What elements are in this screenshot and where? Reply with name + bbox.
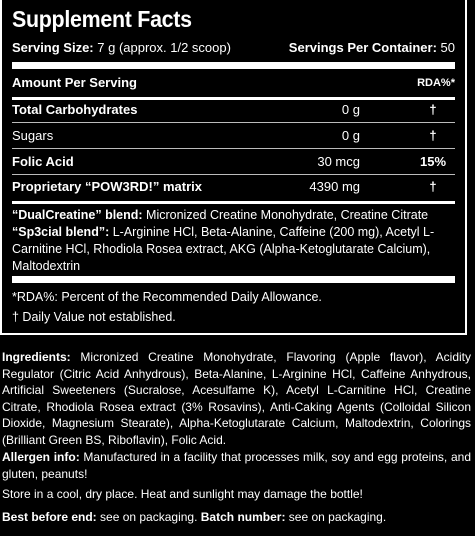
row-divider [12,174,455,175]
rda-header: RDA%* [417,77,455,89]
servings-per-container-label: Servings Per Container: [288,40,437,55]
table-row [12,177,455,197]
nutrient-amount: 4390 mg [309,179,360,194]
blend2-label: “Sp3cial blend”: [12,225,110,239]
serving-size-label: Serving Size: [12,40,94,55]
table-row [12,152,455,172]
blend2-text: L-Arginine HCl, Beta-Alanine, Caffeine (200 mg), Acetyl L-Carnitine HCl, Rhodiola Rosea extract, AKG (Alpha-Ketoglutarate Calcium), Maltodextrin [12,225,435,273]
batch-number-label: Batch number: [200,510,286,524]
nutrient-name: Total Carbohydrates [12,102,138,117]
blend-composition [12,207,455,275]
best-before-text: see on packaging. [96,510,201,524]
nutrient-amount: 0 g [341,102,360,117]
servings-per-container [289,40,455,55]
thick-divider [12,276,455,283]
servings-per-container-value: 50 [440,40,455,55]
sp3cial-blend [12,224,455,275]
serving-size [12,40,231,55]
footnote-daily-value: † Daily Value not established. [12,310,176,324]
nutrient-amount: 0 g [341,128,360,143]
ingredients-text: Micronized Creatine Monohydrate, Flavoring (Apple flavor), Acidity Regulator (Citric Acid Anhydrous), Beta-Alanine, L-Arginine HCl, Caffeine Anhydrous, Artificial Sweeteners (Sucralose, Acesulfame K), Acetyl L-Carnitine HCl, Creatine Citrate, Rhodiola Rosea extract (3% Rosavins), Anti-Caking Agents (Colloidal Silicon Dioxide, Magnesium Stearate), Alpha-Ketoglutarate Calcium, Maltodextrin, Colorings (Brilliant Green BS, Riboflavin), Folic Acid. [2,350,471,447]
table-row [12,100,455,120]
serving-size-value: 7 g (approx. 1/2 scoop) [97,40,231,55]
dualcreatine-blend [12,207,455,224]
nutrient-name: Folic Acid [12,154,74,169]
best-before-label: Best before end: [2,510,97,524]
allergen-label: Allergen info: [2,450,80,464]
nutrient-name: Sugars [12,128,54,143]
thick-divider [12,62,455,69]
nutrient-rda: † [429,179,437,194]
best-before-note [2,510,386,524]
nutrient-rda: † [429,102,437,117]
storage-note: Store in a cool, dry place. Heat and sunlight may damage the bottle! [2,487,363,501]
allergen-paragraph [2,449,471,482]
table-row [12,126,455,146]
row-divider [12,148,455,149]
blend1-label: “DualCreatine” blend: [12,208,143,222]
footnote-rda: *RDA%: Percent of the Recommended Daily Allowance. [12,290,322,304]
ingredients-label: Ingredients: [2,350,71,364]
matrix-divider [12,201,455,204]
nutrient-amount: 30 mcg [317,154,360,169]
table-header-row [12,73,455,93]
ingredients-paragraph [2,349,471,448]
amount-per-serving-label: Amount Per Serving [12,75,137,90]
nutrient-rda: 15% [419,154,447,169]
allergen-text: Manufactured in a facility that processes milk, soy and egg proteins, and gluten, peanuts! [2,450,471,481]
batch-number-text: see on packaging. [285,510,387,524]
serving-info-row [12,40,455,55]
row-divider [12,122,455,123]
panel-title: Supplement Facts [12,6,192,32]
nutrient-rda: † [429,128,437,143]
blend1-text: Micronized Creatine Monohydrate, Creatine Citrate [142,208,429,222]
nutrient-name: Proprietary “POW3RD!” matrix [12,179,202,194]
